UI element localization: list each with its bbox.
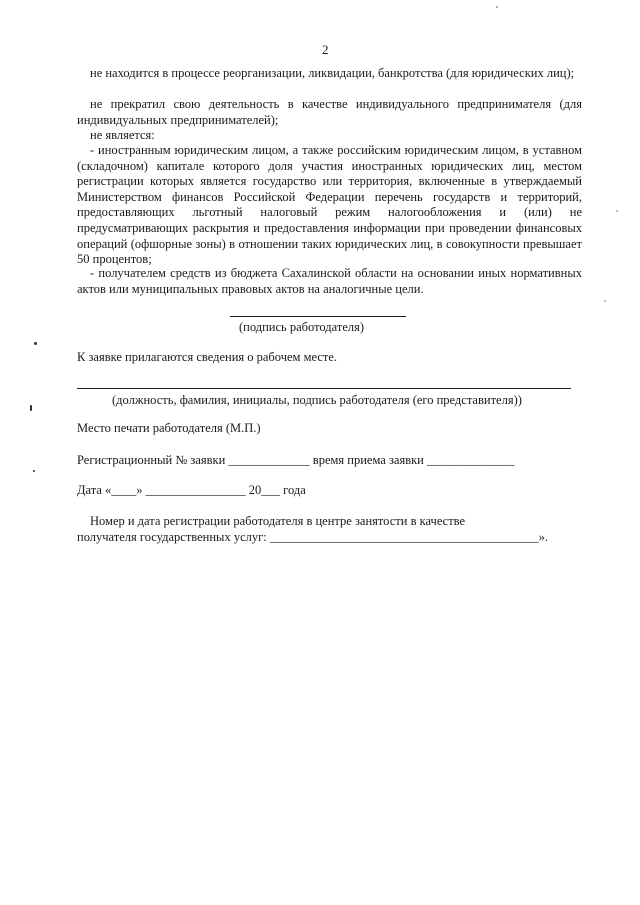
scan-speck (33, 470, 35, 472)
registration-number-row (77, 453, 514, 468)
employer-signature-line (230, 316, 406, 317)
registration-number-label: Регистрационный № заявки (77, 453, 226, 467)
representative-signature-line (77, 388, 571, 389)
paragraph-not-in-liquidation: не находится в процессе реорганизации, ликвидации, банкротства (для юридических лиц); (90, 66, 575, 80)
attachment-note: К заявке прилагаются сведения о рабочем месте. (77, 350, 338, 364)
date-year-suffix: года (283, 483, 306, 497)
reception-time-label: время приема заявки (312, 453, 424, 467)
paragraph-not-ceased-activity: не прекратил свою деятельность в качестве индивидуального предпринимателя (для индивидуальных предпринимателей); (77, 97, 582, 127)
registration-info-line-1: Номер и дата регистрации работодателя в центре занятости в качестве (90, 514, 466, 528)
employer-signature-caption: (подпись работодателя) (239, 320, 365, 334)
scan-speck (30, 405, 32, 411)
page-number: 2 (322, 42, 329, 57)
registration-info-field[interactable]: ___________________________________________ (269, 530, 539, 544)
scan-speck (616, 210, 618, 212)
date-year-field[interactable]: ___ (261, 483, 281, 497)
registration-info-line-2 (77, 530, 548, 545)
date-close-quote: » (136, 483, 143, 497)
seal-label: Место печати работодателя (М.П.) (77, 421, 261, 435)
scan-speck (496, 6, 498, 8)
paragraph-is-not: не является: (90, 128, 155, 142)
representative-caption: (должность, фамилия, инициалы, подпись работодателя (его представителя)) (112, 393, 522, 407)
registration-info-end: ». (538, 530, 548, 544)
date-row (77, 483, 306, 498)
date-day-field[interactable]: ____ (111, 483, 137, 497)
registration-number-field[interactable]: _____________ (228, 453, 310, 467)
scan-speck (34, 342, 37, 345)
registration-info-label: получателя государственных услуг: (77, 530, 267, 544)
paragraph-foreign-entity: - иностранным юридическим лицом, а также российским юридическим лицом, в уставном (складочном) капитале которого доля участия иностранных юридических лиц, местом регистрации которых является государство или территория, включенные в утверждаемый Министерством финансов Российской Федерации перечень государств и территорий, предоставляющих льготный налоговый режим налогообложения и (или) не предусматривающих раскрытия и предоставления информации при проведении финансовых операций (офшорные зоны) в отношении таких юридических лиц, в совокупности превышает 50 процентов; (77, 143, 582, 267)
paragraph-budget-recipient: - получателем средств из бюджета Сахалинской области на основании иных нормативных актов или муниципальных правовых актов на аналогичные цели. (77, 266, 582, 296)
date-month-field[interactable]: ________________ (145, 483, 246, 497)
date-year-prefix: 20 (248, 483, 262, 497)
reception-time-field[interactable]: ______________ (426, 453, 515, 467)
date-label: Дата « (77, 483, 112, 497)
scan-speck (604, 300, 606, 302)
